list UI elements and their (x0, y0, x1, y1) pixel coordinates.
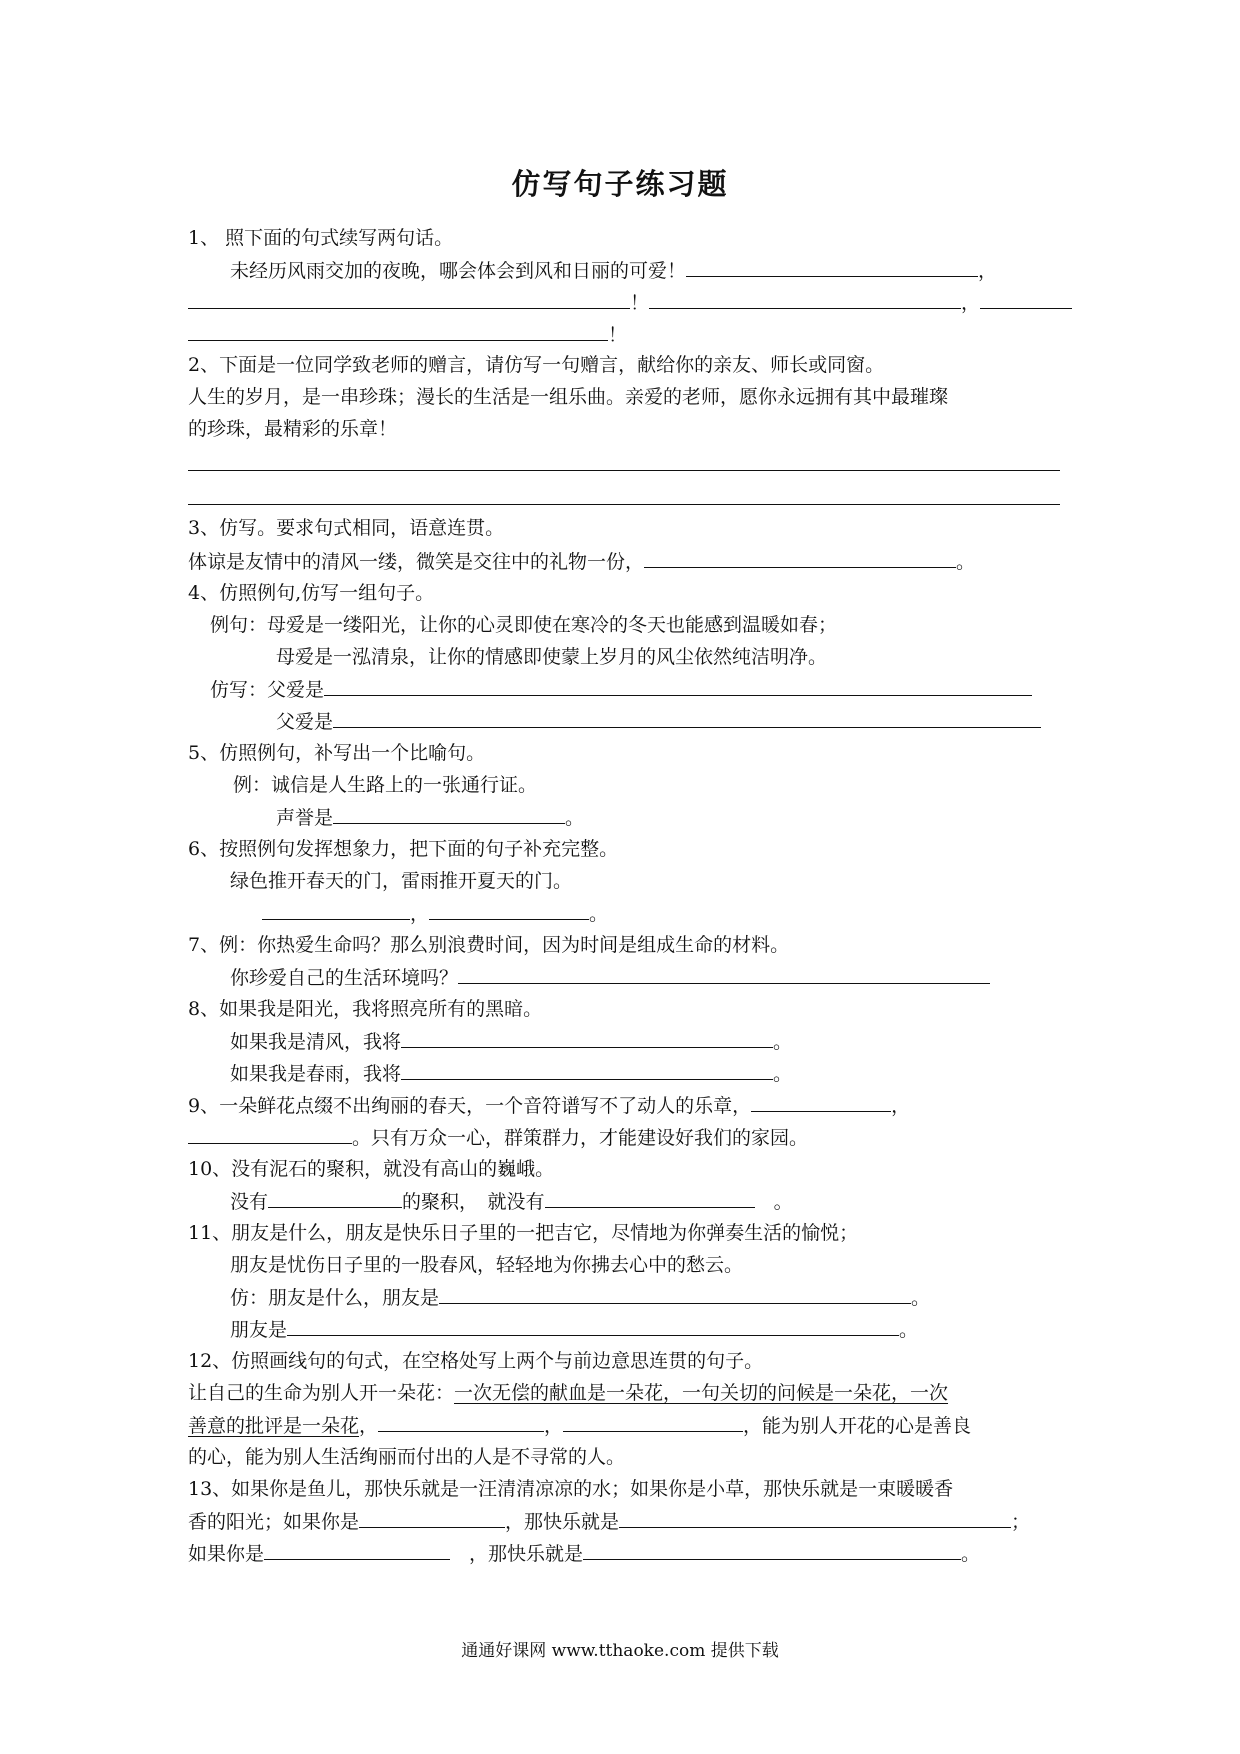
q12-line-1: 让自己的生命为别人开一朵花：一次无偿的献血是一朵花，一句关切的问候是一朵花，一次 (188, 1382, 949, 1404)
q1-blank-5[interactable] (188, 318, 608, 341)
q4-imitate-1: 仿写：父爱是 (210, 673, 1032, 705)
page-footer: 通通好课网 www.tthaoke.com 提供下载 (461, 1641, 779, 1661)
q12-line-2: 善意的批评是一朵花， ， ，能为别人开花的心是善良 (188, 1409, 971, 1441)
q3-prompt: 3、仿写。要求句式相同，语意连贯。 (188, 517, 505, 539)
q8-prompt: 8、如果我是阳光，我将照亮所有的黑暗。 (188, 998, 543, 1020)
q4-imitate-2: 父爱是 (276, 705, 1041, 737)
q13-blank-4[interactable] (583, 1537, 961, 1560)
q2-example-line-2: 的珍珠，最精彩的乐章！ (188, 418, 398, 440)
q1-example: 未经历风雨交加的夜晚，哪会体会到风和日丽的可爱！ ， (230, 254, 997, 286)
q1-answer-line: ！ ， (188, 286, 1072, 318)
q2-example-line-1: 人生的岁月，是一串珍珠；漫长的生活是一组乐曲。亲爱的老师，愿你永远拥有其中最璀璨 (188, 386, 949, 408)
q9-line-1: 9、一朵鲜花点缀不出绚丽的春天，一个音符谱写不了动人的乐章， ， (188, 1089, 910, 1121)
q8-blank-1[interactable] (401, 1025, 773, 1048)
q4-prompt: 4、仿照例句,仿写一组句子。 (188, 582, 435, 604)
q12-underlined-example: 一次无偿的献血是一朵花，一句关切的问候是一朵花，一次 (454, 1382, 949, 1404)
q13-line-1: 13、如果你是鱼儿，那快乐就是一汪清清凉凉的水；如果你是小草，那快乐就是一束暖暖香 (188, 1478, 954, 1500)
q11-blank-1[interactable] (439, 1281, 911, 1304)
q10-prompt: 10、没有泥石的聚积，就没有高山的巍峨。 (188, 1158, 555, 1180)
q4-example-2: 母爱是一泓清泉，让你的情感即使蒙上岁月的风尘依然纯洁明净。 (276, 646, 828, 668)
q11-blank-2[interactable] (287, 1313, 899, 1336)
q1-prompt: 1、 照下面的句式续写两句话。 (188, 227, 454, 249)
q12-prompt: 12、仿照画线句的句式，在空格处写上两个与前边意思连贯的句子。 (188, 1350, 764, 1372)
q1-blank-3[interactable] (649, 286, 961, 309)
q12-line-3: 的心，能为别人生活绚丽而付出的人是不寻常的人。 (188, 1446, 626, 1468)
q1-answer-line-2: ！ (188, 318, 627, 350)
q6-blank-2[interactable] (429, 897, 589, 920)
q12-underlined-example-end: 善意的批评是一朵花 (188, 1415, 360, 1437)
q5-answer: 声誉是 。 (276, 801, 584, 833)
q13-blank-3[interactable] (264, 1537, 450, 1560)
q8-blank-2[interactable] (401, 1057, 773, 1080)
q7-prompt: 7、例：你热爱生命吗？那么别浪费时间，因为时间是组成生命的材料。 (188, 934, 790, 956)
q11-answer-1: 仿：朋友是什么，朋友是 。 (230, 1281, 930, 1313)
q4-blank-2[interactable] (333, 705, 1041, 728)
q8-answer-1: 如果我是清风，我将 。 (230, 1025, 792, 1057)
q10-blank-2[interactable] (545, 1185, 755, 1208)
q12-blank-1[interactable] (378, 1409, 544, 1432)
q1-blank-2[interactable] (188, 286, 630, 309)
q6-example: 绿色推开春天的门，雷雨推开夏天的门。 (230, 870, 573, 892)
q9-blank-1[interactable] (751, 1089, 891, 1112)
q11-line-1: 11、朋友是什么，朋友是快乐日子里的一把吉它，尽情地为你弹奏生活的愉悦； (188, 1222, 859, 1244)
q13-blank-1[interactable] (359, 1505, 505, 1528)
q5-blank[interactable] (333, 801, 565, 824)
q2-prompt: 2、下面是一位同学致老师的赠言，请仿写一句赠言，献给你的亲友、师长或同窗。 (188, 354, 885, 376)
q2-answer-rule-2[interactable] (188, 504, 1060, 505)
q11-answer-2: 朋友是 。 (230, 1313, 918, 1345)
q4-example-1: 例句：母爱是一缕阳光，让你的心灵即使在寒冷的冬天也能感到温暖如春； (210, 614, 838, 636)
q5-prompt: 5、仿照例句，补写出一个比喻句。 (188, 742, 486, 764)
q13-blank-2[interactable] (619, 1505, 1011, 1528)
q2-answer-rule-1[interactable] (188, 470, 1060, 471)
q6-blank-1[interactable] (262, 897, 410, 920)
q10-blank-1[interactable] (268, 1185, 402, 1208)
q6-answer: ， 。 (262, 897, 608, 929)
q1-blank-4[interactable] (980, 286, 1072, 309)
q3-blank[interactable] (644, 545, 956, 568)
q9-blank-2[interactable] (188, 1121, 352, 1144)
q7-blank[interactable] (458, 961, 990, 984)
q3-example: 体谅是友情中的清风一缕，微笑是交往中的礼物一份， 。 (188, 545, 975, 577)
q12-blank-2[interactable] (563, 1409, 743, 1432)
q5-example: 例：诚信是人生路上的一张通行证。 (233, 774, 538, 796)
q4-blank-1[interactable] (324, 673, 1032, 696)
q7-answer: 你珍爱自己的生活环境吗？ (230, 961, 990, 993)
q13-line-2: 香的阳光；如果你是 ，那快乐就是 ； (188, 1505, 1030, 1537)
q11-line-2: 朋友是忧伤日子里的一股春风，轻轻地为你拂去心中的愁云。 (230, 1254, 744, 1276)
page-title: 仿写句子练习题 (511, 167, 729, 201)
q6-prompt: 6、按照例句发挥想象力，把下面的句子补充完整。 (188, 838, 619, 860)
q1-blank-1[interactable] (686, 254, 978, 277)
q8-answer-2: 如果我是春雨，我将 。 (230, 1057, 792, 1089)
q9-line-2: 。只有万众一心，群策群力，才能建设好我们的家园。 (188, 1121, 808, 1153)
q13-line-3: 如果你是 ，那快乐就是 。 (188, 1537, 980, 1569)
q10-answer: 没有 的聚积， 就没有 。 (230, 1185, 793, 1217)
